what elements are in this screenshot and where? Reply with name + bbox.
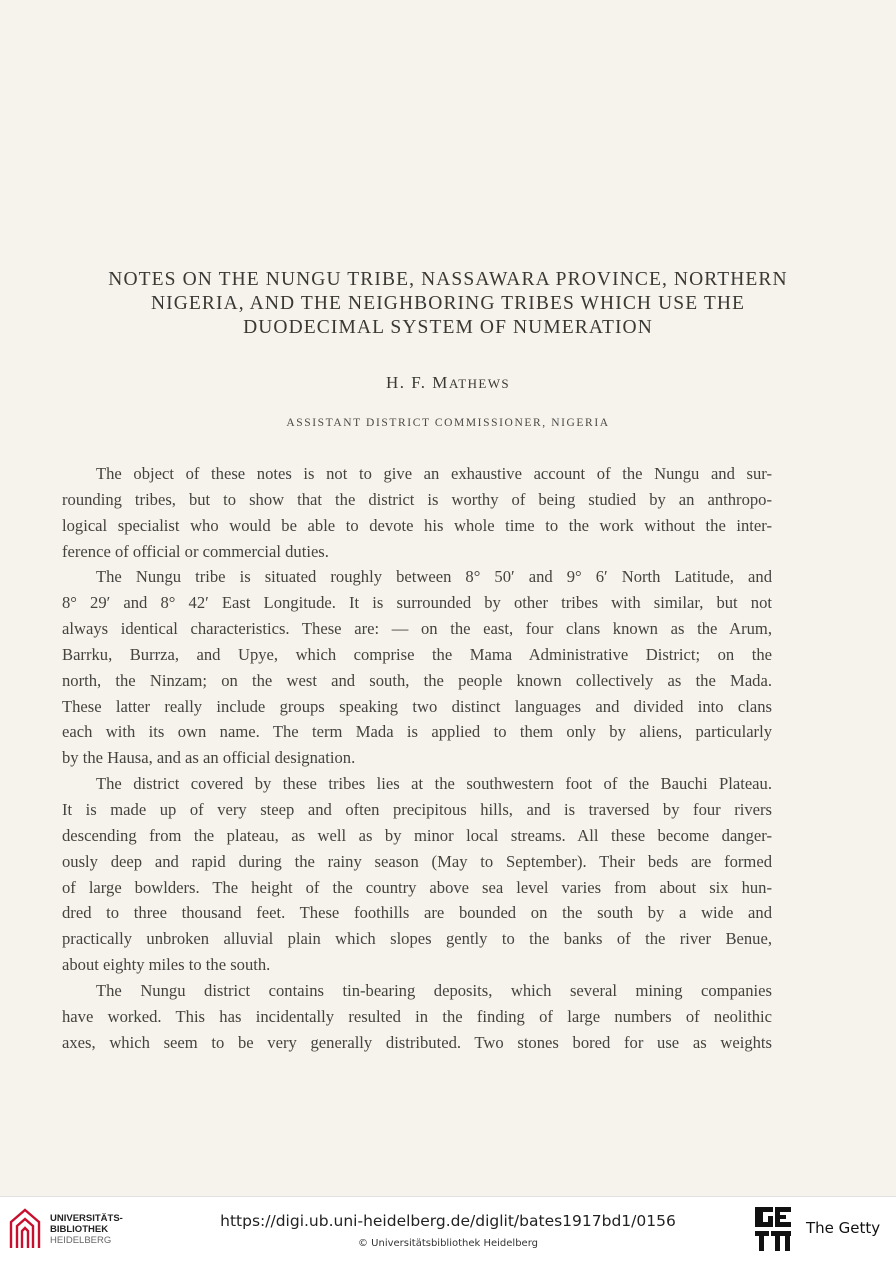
library-name-line: HEIDELBERG	[50, 1235, 112, 1246]
title-line: DUODECIMAL SYSTEM OF NUMERATION	[243, 317, 653, 338]
title-line: NOTES ON THE NUNGU TRIBE, NASSAWARA PROVINCE, NORTHERN	[108, 269, 788, 290]
author-name	[0, 373, 896, 393]
text-line: rounding tribes, but to show that the district is worthy of being studied by an anthropo-	[62, 489, 772, 509]
article-title	[40, 268, 856, 340]
author-initials: H. F. M	[385, 373, 449, 392]
getty-name: The Getty	[806, 1219, 881, 1237]
author-affiliation: ASSISTANT DISTRICT COMMISSIONER, NIGERIA	[286, 417, 610, 429]
text-line: The object of these notes is not to give an exhaustive account of the Nungu and sur-	[96, 464, 772, 483]
text-line: logical specialist who would be able to devote his whole time to the work without the inter-	[62, 515, 772, 535]
text-line: Barrku, Burrza, and Upye, which comprise the Mama Administrative District; on the	[62, 644, 772, 664]
text-line: dred to three thousand feet. These foothills are bounded on the south by a wide and	[62, 903, 772, 923]
text-line: It is made up of very steep and often precipitous hills, and is traversed by four rivers	[62, 799, 772, 819]
text-line: The Nungu tribe is situated roughly between 8° 50′ and 9° 6′ North Latitude, and	[96, 567, 772, 587]
text-line: ference of official or commercial duties.	[62, 541, 329, 561]
article-body	[62, 461, 772, 1055]
copyright-notice: © Universitätsbibliothek Heidelberg	[357, 1238, 538, 1249]
library-name-line: UNIVERSITÄTS-	[50, 1213, 123, 1224]
text-line: about eighty miles to the south.	[62, 955, 271, 975]
text-line: always identical characteristics. These are: — on the east, four clans known as the Arum,	[62, 619, 772, 639]
text-line: north, the Ninzam; on the west and south, the people known collectively as the Mada.	[62, 670, 772, 690]
author-smallcaps: ATHEWS	[448, 376, 511, 391]
text-line: each with its own name. The term Mada is applied to them only by aliens, particularly	[62, 722, 772, 742]
text-line: ously deep and rapid during the rainy season (May to September). Their beds are formed	[62, 851, 772, 871]
text-line: axes, which seem to be very generally distributed. Two stones bored for use as weights	[62, 1032, 772, 1052]
text-line: practically unbroken alluvial plain which slopes gently to the banks of the river Benue,	[62, 929, 772, 949]
title-line: NIGERIA, AND THE NEIGHBORING TRIBES WHICH USE THE	[150, 293, 746, 314]
text-line: The district covered by these tribes lies at the southwestern foot of the Bauchi Plateau.	[96, 774, 772, 794]
library-name-line: BIBLIOTHEK	[50, 1224, 109, 1235]
text-line: descending from the plateau, as well as by minor local streams. All these become danger-	[62, 825, 772, 845]
text-line: The Nungu district contains tin-bearing deposits, which several mining companies	[96, 980, 772, 1000]
text-line: have worked. This has incidentally resulted in the finding of large numbers of neolithic	[62, 1006, 772, 1026]
text-line: 8° 29′ and 8° 42′ East Longitude. It is surrounded by other tribes with similar, but not	[62, 593, 772, 613]
getty-logo-icon[interactable]	[753, 1205, 793, 1253]
text-line: These latter really include groups speaking two distinct languages and divided into clans	[62, 696, 772, 716]
permalink-url[interactable]: https://digi.ub.uni-heidelberg.de/diglit/bates1917bd1/0156	[220, 1212, 676, 1230]
text-line: by the Hausa, and as an official designation.	[62, 748, 356, 768]
footer-bar	[0, 1196, 896, 1262]
text-line: of large bowlders. The height of the country above sea level varies from about six hun-	[62, 877, 772, 897]
